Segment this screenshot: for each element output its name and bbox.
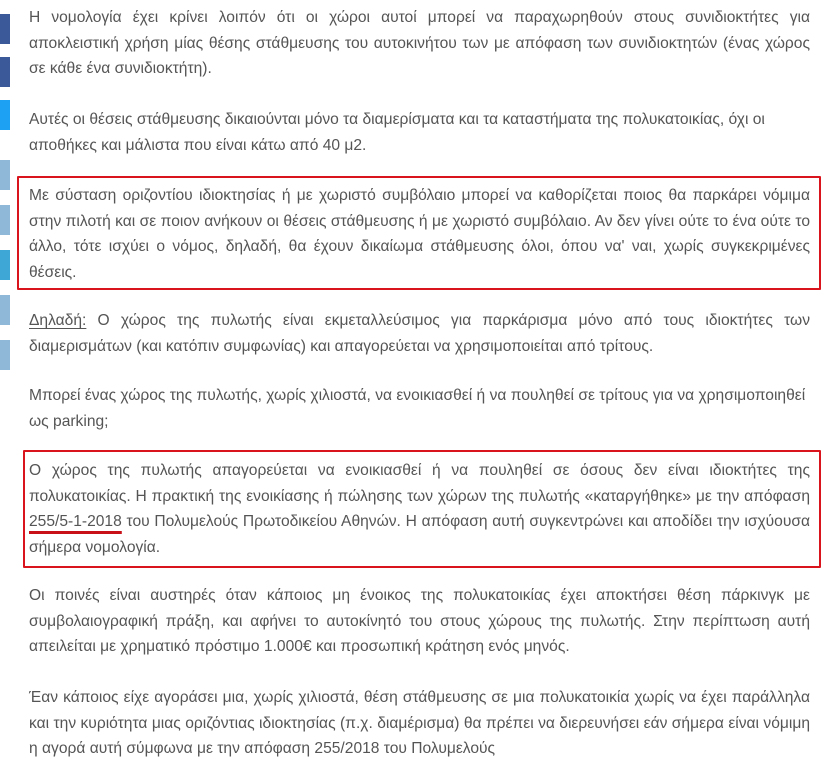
share-button-1[interactable] — [0, 160, 10, 190]
paragraph-6 — [29, 458, 810, 560]
decision-number: 255/5-1-2018 — [29, 513, 122, 530]
share-button-4[interactable] — [0, 295, 10, 325]
share-button-3[interactable] — [0, 250, 10, 280]
paragraph-3: Με σύσταση οριζοντίου ιδιοκτησίας ή με χωριστό συμβόλαιο μπορεί να καθορίζεται ποιος θα παρκάρει νόμιμα στην πιλοτή και σε ποιον ανήκουν οι θέσεις στάθμευσης ή με χωριστό συμβόλαιο. Αν δεν γίνει ούτε το ένα ούτε το άλλο, τότε ισχύει ο νόμος, δηλαδή, θα έχουν δικαίωμα στάθμευσης όλοι, όπου να' ναι, χωρίς συγκεκριμένες θέσεις. — [29, 187, 810, 281]
twitter-share-button[interactable] — [0, 100, 10, 130]
paragraph-5: Μπορεί ένας χώρος της πυλωτής, χωρίς χιλιοστά, να ενοικιασθεί ή να πουληθεί σε τρίτους για να χρησιμοποιηθεί ως parking; — [29, 387, 806, 430]
share-button-2[interactable] — [0, 205, 10, 235]
facebook-share-button[interactable] — [0, 14, 10, 44]
paragraph-7: Οι ποινές είναι αυστηρές όταν κάποιος μη ένοικος της πολυκατοικίας έχει αποκτήσει θέση πάρκινγκ με συμβολαιογραφική πράξη, και αφήνει το αυτοκίνητό του στους χώρους της πυλωτής. Στην περίπτωση αυτή απειλείται με χρηματικό πρόστιμο 1.000€ και προσωπική κράτηση ενός μηνός. — [29, 587, 810, 655]
paragraph-6-text-start: Ο χώρος της πυλωτής απαγορεύεται να ενοικιασθεί ή να πουληθεί σε όσους δεν είναι ιδιοκτήτες της πολυκατοικίας. Η πρακτική της ενοικίασης ή πώλησης των χώρων της πυλωτής «καταργήθηκε» με την απόφαση — [29, 462, 810, 505]
paragraph-4 — [29, 308, 810, 359]
paragraph-6-text-end: του Πολυμελούς Πρωτοδικείου Αθηνών. Η απόφαση αυτή συγκεντρώνει και αποδίδει την ισχύουσα σήμερα νομολογία. — [29, 513, 810, 556]
share-bar — [0, 0, 12, 744]
facebook-share-button-2[interactable] — [0, 57, 10, 87]
paragraph-2: Αυτές οι θέσεις στάθμευσης δικαιούνται μόνο τα διαμερίσματα και τα καταστήματα της πολυκατοικίας, όχι οι αποθήκες και μάλιστα που είναι κάτω από 40 μ2. — [29, 111, 765, 154]
emphasis-label: Δηλαδή: — [29, 312, 87, 329]
share-button-5[interactable] — [0, 340, 10, 370]
paragraph-8: Έαν κάποιος είχε αγοράσει μια, χωρίς χιλιοστά, θέση στάθμευσης σε μια πολυκατοικία χωρίς να έχει παράλληλα και την κυριότητα μιας οριζόντιας ιδιοκτησίας (π.χ. διαμέρισμα) θα πρέπει να διερευνήσει εάν σήμερα είναι νόμιμη η αγορά αυτή σύμφωνα με την απόφαση 255/2018 του Πολυμελούς — [29, 689, 810, 757]
paragraph-4-text: Ο χώρος της πυλωτής είναι εκμεταλλεύσιμος για παρκάρισμα μόνο από τους ιδιοκτήτες των διαμερισμάτων (και κατόπιν συμφωνίας) και απαγορεύεται να χρησιμοποιείται από τρίτους. — [29, 312, 810, 355]
paragraph-1: Η νομολογία έχει κρίνει λοιπόν ότι οι χώροι αυτοί μπορεί να παραχωρηθούν στους συνιδιοκτήτες για αποκλειστική χρήση μίας θέσης στάθμευσης του αυτοκινήτου των με απόφαση των συνιδιοκτητών (ένας χώρος σε κάθε ένα συνιδιοκτήτη). — [29, 9, 810, 77]
